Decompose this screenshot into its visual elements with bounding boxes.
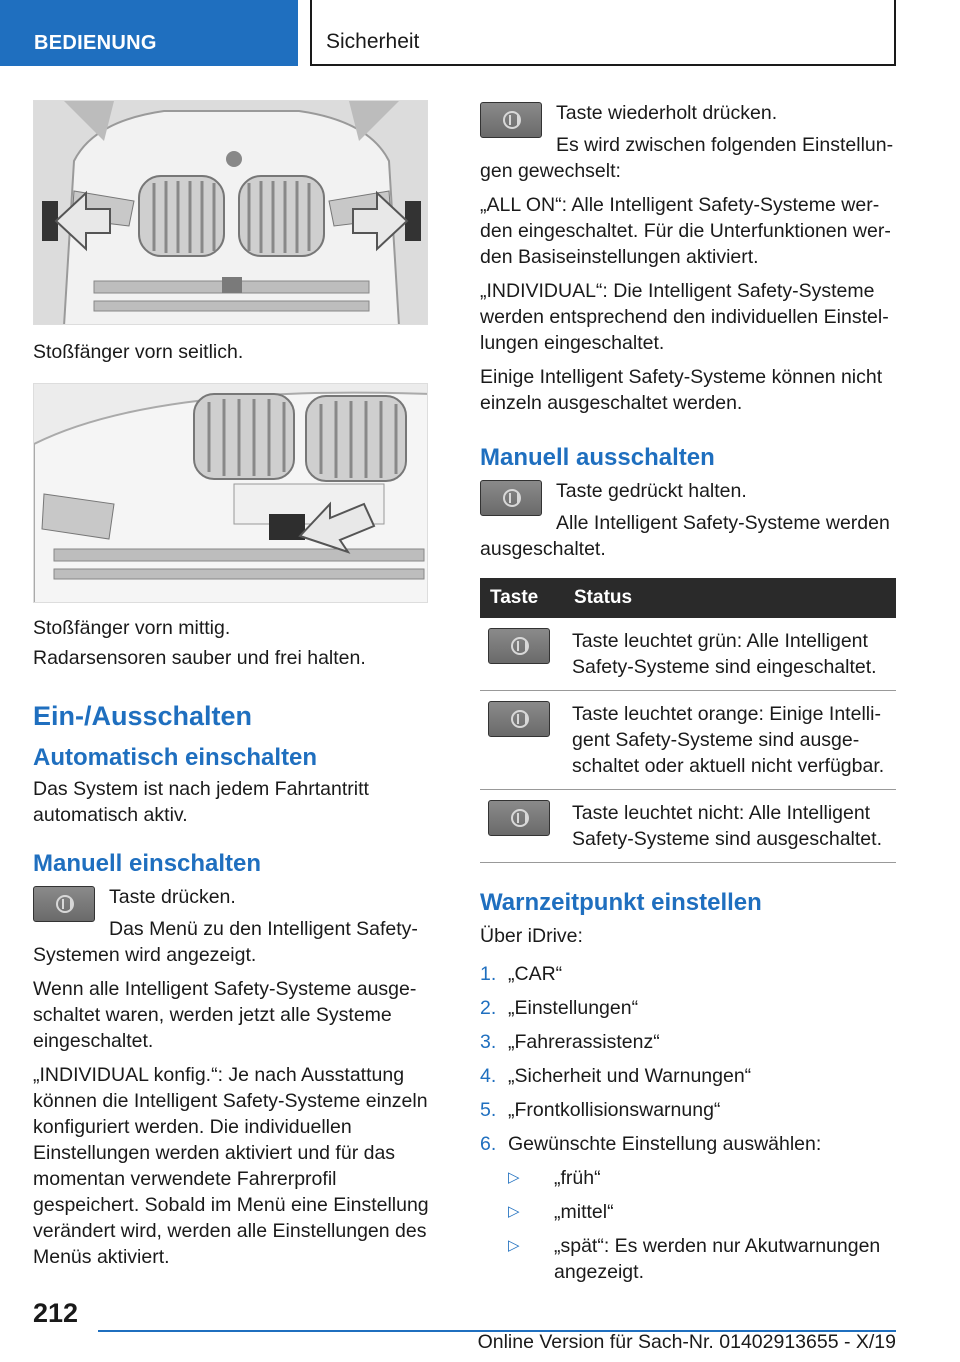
sensor-note: Radarsensoren sauber und frei halten. <box>33 647 366 669</box>
sub-list-item: ▷ „spät“: Es werden nur Akutwarnungen angezeigt. <box>508 1235 881 1283</box>
all-off-result-text: Alle Intelligent Safety-Systeme werden ausgeschaltet. <box>480 512 890 560</box>
col-header-status: Status <box>564 578 896 618</box>
menu-shown-text: Das Menü zu den Intelligent Safety-Systemen wird angezeigt. <box>33 918 418 966</box>
heading-auto-on: Automatisch einschalten <box>33 744 318 771</box>
manual-on-block <box>33 884 443 968</box>
all-off-text: Wenn alle Intelligent Safety-Systeme ausgeschaltet waren, werden jetzt alle Systeme eingeschaltet. <box>33 978 417 1052</box>
online-version-text: Online Version für Sach-Nr. 01402913655 - X/19 <box>477 1331 896 1353</box>
list-item: 4. „Sicherheit und Warnungen“ <box>480 1065 752 1087</box>
list-item: 3. „Fahrerassistenz“ <box>480 1031 660 1053</box>
button-orange-icon <box>488 701 550 737</box>
sub-options-list <box>508 1165 896 1285</box>
table-row <box>480 618 896 691</box>
left-column <box>33 100 443 1278</box>
triangle-bullet-icon: ▷ <box>508 1169 520 1186</box>
press-repeat-text: Taste wiederholt drücken. <box>556 102 778 124</box>
status-cell: Taste leuchtet nicht: Alle Intelligent Safety-Systeme sind ausgeschaltet. <box>564 790 896 863</box>
press-text: Taste drücken. <box>109 886 236 908</box>
right-column <box>480 100 896 1293</box>
sub-list-item: ▷ „mittel“ <box>508 1201 614 1223</box>
heading-warning-time: Warnzeitpunkt einstellen <box>480 889 762 916</box>
status-cell: Taste leuchtet orange: Einige Intelligent Safety-Systeme sind ausgeschaltet oder aktuell nicht verfügbar. <box>564 691 896 790</box>
safety-button-icon <box>480 480 542 516</box>
col-header-taste: Taste <box>480 578 564 618</box>
heading-onoff: Ein-/Ausschalten <box>33 701 253 731</box>
car-front-illustration <box>34 101 428 325</box>
individual-config-text: „INDIVIDUAL konfig.“: Je nach Ausstattung können die Intelligent Safety-Systeme einzeln konfiguriert werden. Die individuellen Einstellungen werden aktiviert und für das momentan verwendete Fahrerprofil gespeichert. Sobald im Menü eine Einstellung verändert wird, werden alle Einstellungen des Menüs aktiviert. <box>33 1064 429 1268</box>
fig2-caption: Stoßfänger vorn mittig. <box>33 617 231 639</box>
status-table <box>480 578 896 863</box>
safety-button-icon <box>480 102 542 138</box>
list-item: 6. Gewünschte Einstellung auswählen: ▷ „früh“ ▷ „mittel“ ▷ „spät“: Es werden nur Akutwarnungen angezeigt. <box>480 1131 896 1285</box>
safety-button-icon <box>33 886 95 922</box>
some-systems-text: Einige Intelligent Safety-Systeme können nicht einzeln ausgeschaltet werden. <box>480 366 883 414</box>
heading-manual-off: Manuell ausschalten <box>480 444 715 471</box>
page-header <box>0 0 960 66</box>
steps-list <box>480 961 896 1285</box>
sub-list-item: ▷ „früh“ <box>508 1167 601 1189</box>
chapter-title: Sicherheit <box>310 0 896 66</box>
individual-text: „INDIVIDUAL“: Die Intelligent Safety-Systeme werden entsprechend den individuellen Einstellungen eingeschaltet. <box>480 280 889 354</box>
table-row <box>480 691 896 790</box>
all-on-text: „ALL ON“: Alle Intelligent Safety-Systeme werden eingeschaltet. Für die Unterfunktionen werden Basiseinstellungen aktiviert. <box>480 194 891 268</box>
status-cell: Taste leuchtet grün: Alle Intelligent Safety-Systeme sind eingeschaltet. <box>564 618 896 691</box>
table-row <box>480 790 896 863</box>
section-tab: BEDIENUNG <box>0 0 298 66</box>
page-number: 212 <box>33 1298 79 1328</box>
triangle-bullet-icon: ▷ <box>508 1237 520 1254</box>
triangle-bullet-icon: ▷ <box>508 1203 520 1220</box>
car-bumper-illustration <box>34 384 428 603</box>
button-off-icon <box>488 800 550 836</box>
heading-manual-on: Manuell einschalten <box>33 850 262 877</box>
auto-on-text: Das System ist nach jedem Fahrtantritt automatisch aktiv. <box>33 778 369 826</box>
list-item: 5. „Frontkollisionswarnung“ <box>480 1099 721 1121</box>
manual-off-block <box>480 478 896 562</box>
front-bumper-side-image <box>33 100 428 325</box>
list-item: 1. „CAR“ <box>480 963 563 985</box>
button-green-icon <box>488 628 550 664</box>
fig1-caption: Stoßfänger vorn seitlich. <box>33 341 244 363</box>
toggle-text: Es wird zwischen folgenden Einstellungen gewechselt: <box>480 134 894 182</box>
repeat-press-block <box>480 100 896 184</box>
hold-text: Taste gedrückt halten. <box>556 480 747 502</box>
list-item: 2. „Einstellungen“ <box>480 997 639 1019</box>
table-header-row <box>480 578 896 618</box>
idrive-text: Über iDrive: <box>480 925 583 947</box>
front-bumper-center-image <box>33 383 428 603</box>
